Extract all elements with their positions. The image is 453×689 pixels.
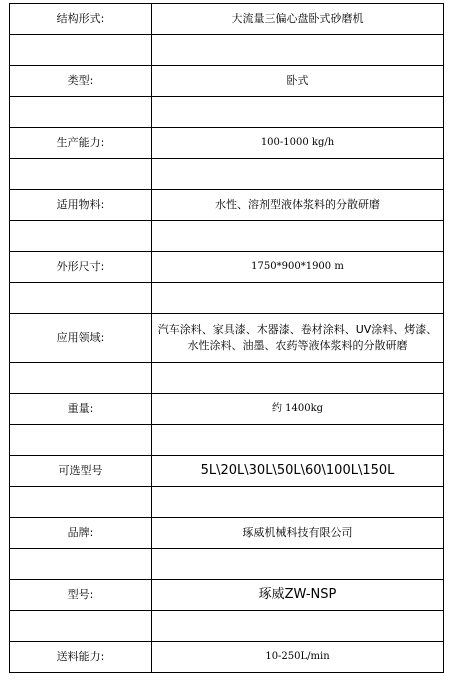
row-value: 10-250L/min xyxy=(152,642,444,673)
row-label xyxy=(10,221,152,252)
row-value: 约 1400kg xyxy=(152,394,444,425)
row-label xyxy=(10,425,152,456)
row-value: 1750*900*1900 m xyxy=(152,252,444,283)
row-value xyxy=(152,97,444,128)
table-row xyxy=(10,4,444,35)
table-row xyxy=(10,190,444,221)
row-value xyxy=(152,549,444,580)
table-row xyxy=(10,580,444,611)
row-label xyxy=(10,283,152,314)
table-row-empty xyxy=(10,487,444,518)
table-row xyxy=(10,252,444,283)
table-row-empty xyxy=(10,221,444,252)
row-label xyxy=(10,97,152,128)
row-label: 送料能力: xyxy=(10,642,152,673)
table-row-empty xyxy=(10,283,444,314)
table-row-empty xyxy=(10,549,444,580)
row-label: 结构形式: xyxy=(10,4,152,35)
row-value xyxy=(152,611,444,642)
row-label xyxy=(10,363,152,394)
table-row xyxy=(10,456,444,487)
row-value: 水性、溶剂型液体浆料的分散研磨 xyxy=(152,190,444,221)
table-row xyxy=(10,314,444,363)
row-label: 生产能力: xyxy=(10,128,152,159)
row-value: 5L\20L\30L\50L\60\100L\150L xyxy=(152,456,444,487)
row-label: 适用物料: xyxy=(10,190,152,221)
row-value: 大流量三偏心盘卧式砂磨机 xyxy=(152,4,444,35)
table-row xyxy=(10,394,444,425)
table-row-empty xyxy=(10,97,444,128)
table-row-empty xyxy=(10,363,444,394)
table-row-empty xyxy=(10,159,444,190)
row-label: 应用领域: xyxy=(10,314,152,363)
row-value xyxy=(152,425,444,456)
row-label: 外形尺寸: xyxy=(10,252,152,283)
row-value xyxy=(152,283,444,314)
row-label: 型号: xyxy=(10,580,152,611)
row-value xyxy=(152,221,444,252)
table-row xyxy=(10,66,444,97)
row-value xyxy=(152,159,444,190)
row-value: 100-1000 kg/h xyxy=(152,128,444,159)
spec-table xyxy=(9,3,444,673)
row-value: 琢威ZW-NSP xyxy=(152,580,444,611)
row-label xyxy=(10,549,152,580)
row-label: 类型: xyxy=(10,66,152,97)
row-value xyxy=(152,487,444,518)
row-label xyxy=(10,487,152,518)
table-row xyxy=(10,642,444,673)
row-label xyxy=(10,35,152,66)
row-label xyxy=(10,159,152,190)
table-row-empty xyxy=(10,611,444,642)
table-row xyxy=(10,518,444,549)
row-value: 琢威机械科技有限公司 xyxy=(152,518,444,549)
row-value: 卧式 xyxy=(152,66,444,97)
table-row-empty xyxy=(10,35,444,66)
row-value xyxy=(152,35,444,66)
row-label xyxy=(10,611,152,642)
row-value: 汽车涂料、家具漆、木器漆、卷材涂料、UV涂料、烤漆、水性涂料、油墨、农药等液体浆料的分散研磨 xyxy=(152,314,444,363)
table-row xyxy=(10,128,444,159)
row-label: 可选型号 xyxy=(10,456,152,487)
row-label: 品牌: xyxy=(10,518,152,549)
row-value xyxy=(152,363,444,394)
table-row-empty xyxy=(10,425,444,456)
row-label: 重量: xyxy=(10,394,152,425)
